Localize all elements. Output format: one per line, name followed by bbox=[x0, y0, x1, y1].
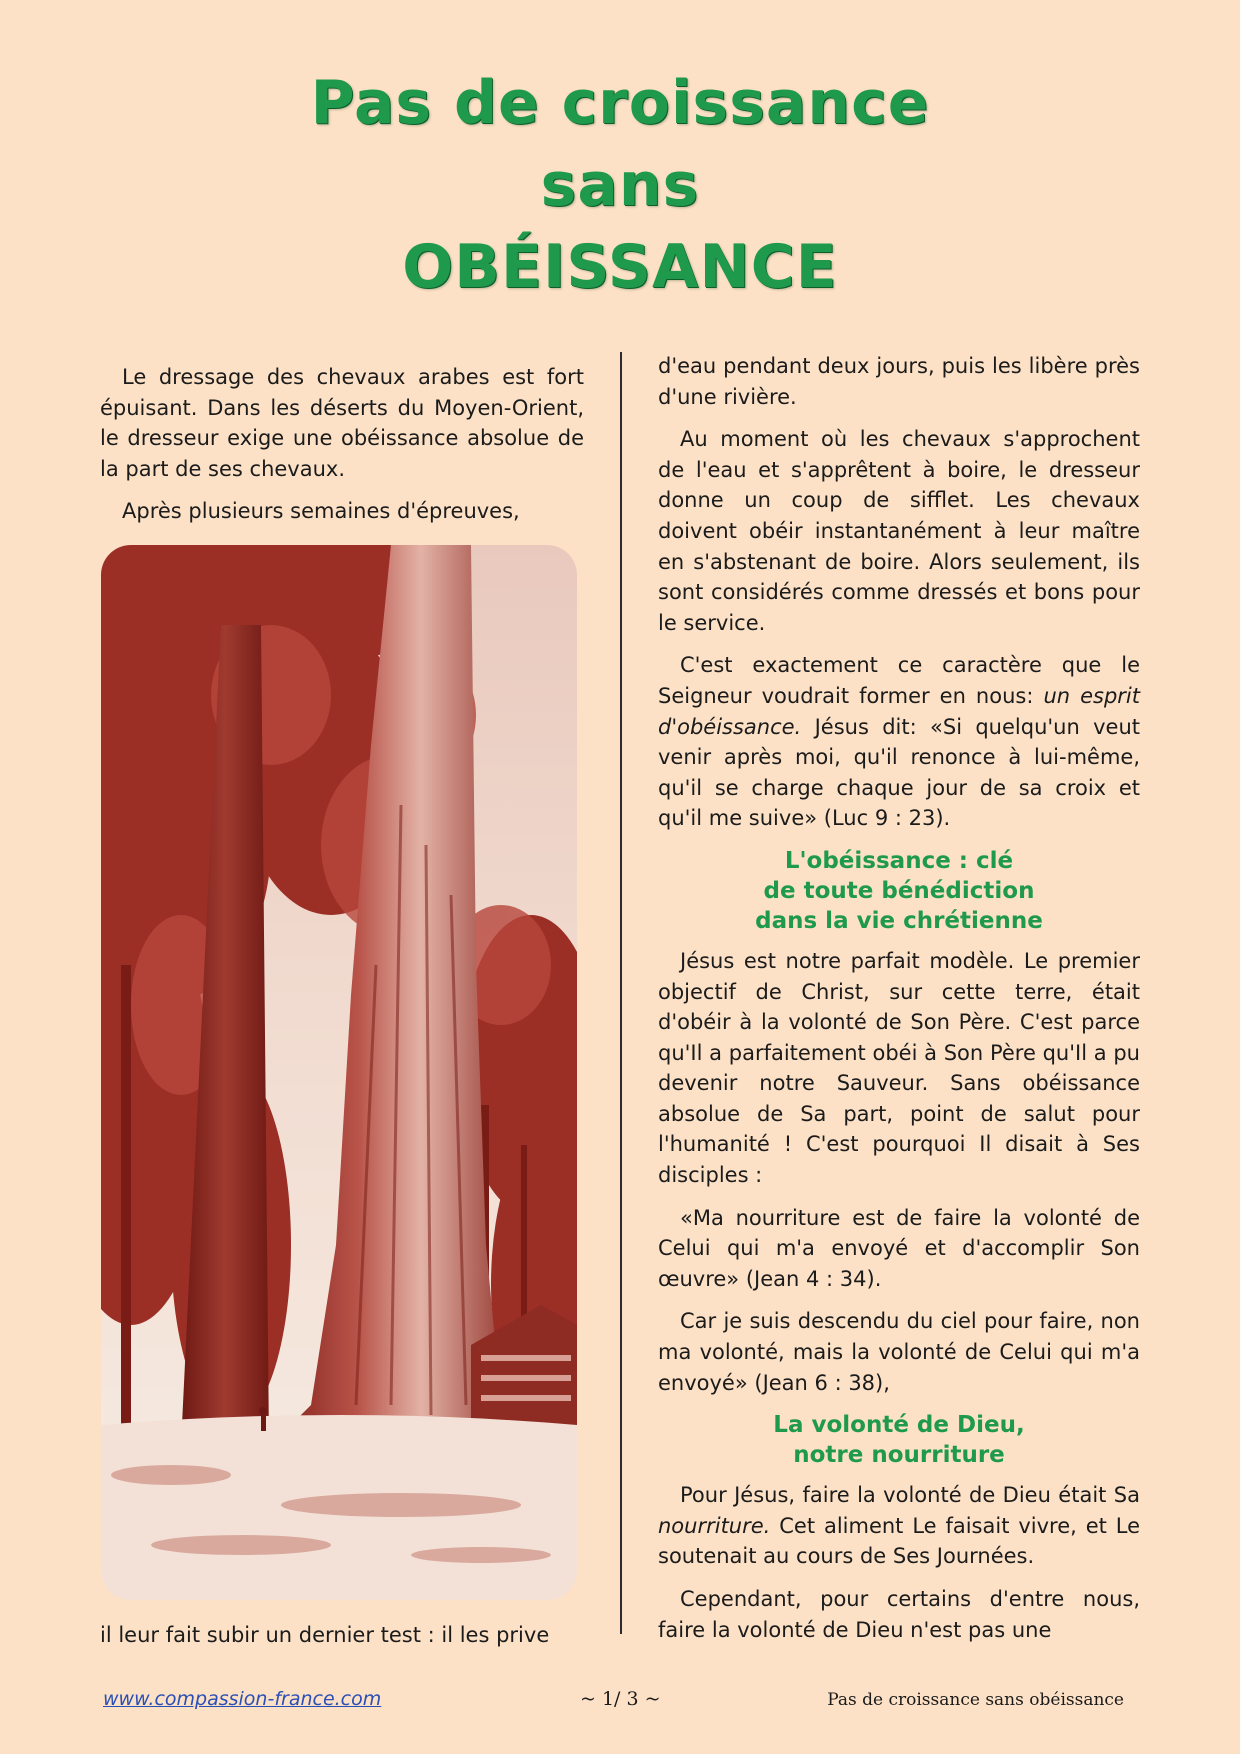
left-column bbox=[100, 362, 584, 539]
paragraph: Cependant, pour certains d'entre nous, faire la volonté de Dieu n'est pas une bbox=[658, 1587, 1140, 1642]
paragraph-text: C'est exactement ce caractère que le Seigneur voudrait former en nous: bbox=[658, 653, 1140, 708]
section-heading bbox=[658, 846, 1140, 936]
page-title bbox=[0, 62, 1240, 308]
section-heading-line: La volonté de Dieu, bbox=[773, 1412, 1025, 1439]
paragraph bbox=[658, 650, 1140, 834]
section-heading-line: L'obéissance : clé bbox=[784, 847, 1014, 874]
page-number: ~ 1/ 3 ~ bbox=[580, 1688, 661, 1710]
emphasis-text: un esprit d'obéissance. bbox=[658, 683, 1140, 739]
section-heading bbox=[658, 1410, 1140, 1470]
title-line-3: OBÉISSANCE bbox=[402, 232, 838, 302]
paragraph-text: Pour Jésus, faire la volonté de Dieu était Sa bbox=[680, 1483, 1140, 1508]
paragraph-text: Jésus dit: «Si quelqu'un veut venir après moi, qu'il renonce à lui-même, qu'il se charge chaque jour de sa croix et qu'il me suive» (Luc 9 : 23). bbox=[658, 714, 1140, 831]
website-link[interactable]: www.compassion-france.com bbox=[103, 1688, 382, 1710]
paragraph: Car je suis descendu du ciel pour faire, non ma volonté, mais la volonté de Celui qui m'a envoyé» (Jean 6 : 38), bbox=[658, 1309, 1140, 1395]
paragraph: d'eau pendant deux jours, puis les libère près d'une rivière. bbox=[658, 354, 1140, 409]
paragraph: Au moment où les chevaux s'approchent de l'eau et s'apprêtent à boire, le dresseur donne un coup de sifflet. Les chevaux doivent obéir instantanément à leur maître en s'abstenant de boire. Alors seulement, ils sont considérés comme dressés et bons pour le service. bbox=[658, 427, 1140, 635]
right-column bbox=[658, 351, 1140, 1657]
section-heading-line: de toute bénédiction bbox=[763, 877, 1035, 904]
redwood-trees-photo-icon bbox=[101, 545, 577, 1600]
paragraph: Après plusieurs semaines d'épreuves, bbox=[122, 499, 520, 524]
section-heading-line: notre nourriture bbox=[793, 1442, 1005, 1469]
title-line-2: sans bbox=[540, 150, 700, 220]
title-line-1: Pas de croissance bbox=[310, 68, 930, 138]
paragraph bbox=[658, 1480, 1140, 1572]
paragraph-continued: il leur fait subir un dernier test : il les prive bbox=[100, 1623, 550, 1647]
column-divider bbox=[620, 352, 622, 1634]
emphasis-text: nourriture. bbox=[658, 1513, 771, 1538]
paragraph-text: Cet aliment Le faisait vivre, et Le soutenait au cours de Ses Journées. bbox=[658, 1513, 1140, 1569]
paragraph: Jésus est notre parfait modèle. Le premier objectif de Christ, sur cette terre, était d'obéir à la volonté de Son Père. C'est parce qu'Il a parfaitement obéi à Son Père qu'Il a pu devenir notre Sauveur. Sans obéissance absolue de Sa part, point de salut pour l'humanité ! C'est pourquoi Il disait à Ses disciples : bbox=[658, 948, 1140, 1188]
section-heading-line: dans la vie chrétienne bbox=[755, 907, 1043, 934]
footer-document-title: Pas de croissance sans obéissance bbox=[827, 1690, 1124, 1710]
paragraph: Le dressage des chevaux arabes est fort épuisant. Dans les déserts du Moyen-Orient, le dresseur exige une obéissance absolue de la part de ses chevaux. bbox=[100, 365, 584, 481]
page-footer bbox=[0, 1688, 1240, 1718]
paragraph: «Ma nourriture est de faire la volonté de Celui qui m'a envoyé et d'accomplir Son œuvre» (Jean 4 : 34). bbox=[658, 1205, 1140, 1291]
